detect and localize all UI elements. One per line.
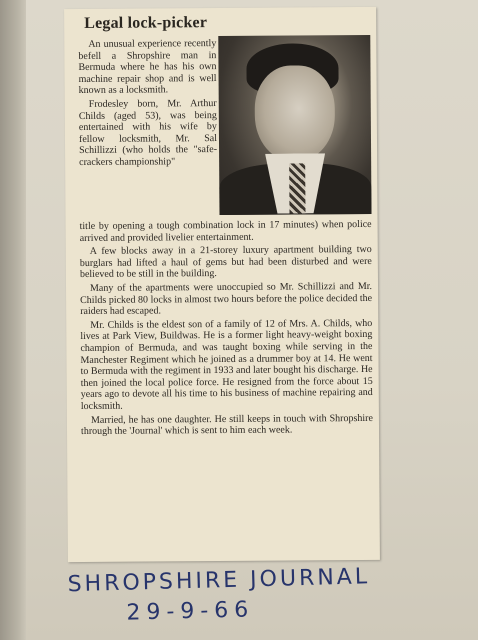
paragraph-2-continued: title by opening a tough combination lock in 17 minutes) when police arrived and provided livelier entertainment. bbox=[79, 218, 372, 244]
paragraph-5: Mr. Childs is the eldest son of a family of 12 of Mrs. A. Childs, who lives at Park View, Buildwas. He is a former light heavy-weight boxing champion of Bermuda, and was taught boxing while serving in the Manchester Regiment which he joined as a drummer boy at 14. He went to Bermuda with the regiment in 1933 and later bought his discharge. He then joined the local police force. He resigned from the force about 15 years ago to devote all his time to his business of machine repairing and locksmith. bbox=[80, 317, 373, 412]
book-gutter bbox=[0, 0, 26, 640]
photo-face bbox=[254, 65, 335, 162]
paragraph-2: Frodesley born, Mr. Arthur Childs (aged 53), was being entertained with his wife by fellow locksmith, Mr. Sal Schillizzi (who holds the "safe-crackers championship" bbox=[78, 98, 218, 168]
handwritten-source-note bbox=[67, 562, 388, 630]
paragraph-1: An unusual experience recently befell a Shropshire man in Bermuda where he has his own machine repair shop and is well known as a locksmith. bbox=[78, 38, 217, 97]
paragraph-6: Married, he has one daughter. He still keeps in touch with Shropshire through the 'Journal' which is sent to him each week. bbox=[80, 412, 373, 438]
newspaper-clipping bbox=[64, 7, 380, 562]
headline: Legal lock-picker bbox=[84, 14, 208, 32]
wide-column bbox=[80, 219, 374, 440]
handwritten-publication: SHROPSHIRE JOURNAL bbox=[67, 564, 371, 598]
portrait-photo bbox=[218, 35, 371, 215]
photo-tie bbox=[289, 163, 305, 213]
paragraph-4: Many of the apartments were unoccupied so Mr. Schillizzi and Mr. Childs picked 80 locks in almost two hours before the police decided the raiders had escaped. bbox=[80, 280, 373, 318]
paragraph-3: A few blocks away in a 21-storey luxury apartment building two burglars had lifted a haul of gems but had been disturbed and were believed to be still in the building. bbox=[79, 244, 372, 281]
handwritten-date: 29-9-66 bbox=[126, 597, 255, 626]
narrow-column bbox=[78, 38, 217, 170]
